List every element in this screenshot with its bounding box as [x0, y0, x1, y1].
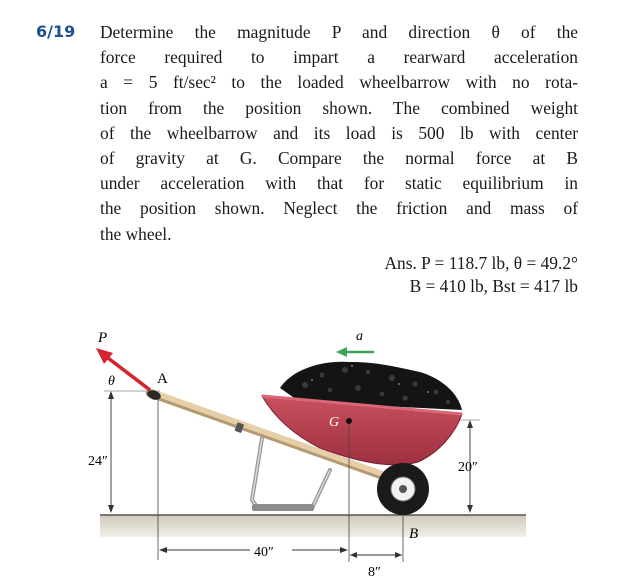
label-acceleration: a: [356, 329, 363, 344]
problem-line-7: under acceleration with that for static equilibrium in: [100, 173, 578, 194]
problem-number: 6/19: [36, 22, 76, 41]
ground: [100, 515, 526, 537]
dim-arrow-bottom: [108, 505, 114, 513]
dim8-arrow-left: [350, 552, 357, 558]
label-g: G: [329, 415, 340, 430]
center-of-gravity-dot: [346, 418, 352, 424]
problem-line-4: tion from the position shown. The combined weight: [100, 97, 578, 118]
dim8-arrow-right: [395, 552, 402, 558]
dim40-arrow-left: [159, 547, 167, 553]
label-force-p: P: [98, 330, 108, 346]
answer-line-2: B = 410 lb, Bst = 417 lb: [409, 276, 578, 296]
dim-arrow-wheel-top: [467, 420, 473, 428]
problem-line-1: Determine the magnitude P and direction θ of the: [100, 22, 578, 42]
label-point-b: B: [409, 526, 419, 542]
label-theta: θ: [108, 374, 115, 389]
problem-line-8: the position shown. Neglect the friction and mass of: [100, 198, 578, 219]
label-dim-40: 40″: [254, 545, 274, 560]
support-foot: [252, 504, 314, 511]
acceleration-arrowhead: [336, 347, 347, 357]
label-point-a: A: [157, 371, 168, 387]
label-dim-8: 8″: [368, 565, 381, 580]
dim-arrow-top: [108, 391, 114, 399]
dim40-arrow-right: [340, 547, 348, 553]
label-dim-20: 20″: [458, 460, 478, 475]
dim-arrow-wheel-bottom: [467, 505, 473, 513]
problem-line-9: the wheel.: [100, 223, 172, 244]
answer-line-1: Ans. P = 118.7 lb, θ = 49.2°: [384, 253, 578, 273]
wheel-hub: [399, 485, 407, 493]
problem-line-3: a = 5 ft/sec² to the loaded wheelbarrow with no rota-: [100, 72, 578, 93]
label-dim-24: 24″: [88, 454, 108, 469]
problem-line-6: of gravity at G. Compare the normal force at B: [100, 147, 578, 168]
problem-line-2: force required to impart a rearward acceleration: [100, 47, 578, 68]
problem-line-5: of the wheelbarrow and its load is 500 lb with center: [100, 122, 578, 143]
